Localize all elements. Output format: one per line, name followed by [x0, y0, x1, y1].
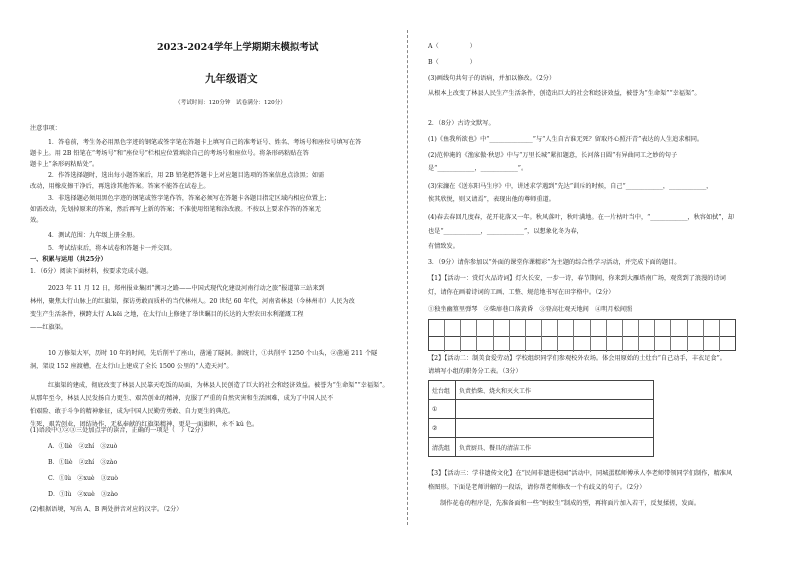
activity-3: 【3】【活动三：学非遗传文化】在“民间非遗进校园”活动中，同城蛋糕师傅承人李老师带领同学们制作，精准风	[428, 470, 733, 477]
passage-line: 林州，聚焦太行山脉上的红旗渠，探访勇敢而质朴的当代林州人。20 世纪 60 年代，河南省林县（今林州市）人民为改	[30, 298, 355, 305]
notice-line: 题卡上“条形码粘贴处”。	[30, 161, 99, 168]
table-cell: 灶台组	[429, 381, 456, 400]
notice-line: 效。	[30, 217, 43, 224]
notice-line: 5．考试结束后，将本试卷和答题卡一并交回。	[48, 245, 176, 252]
question-2: 2．（8分）古诗文默写。	[428, 120, 495, 127]
exam-title: 2023-2024学年上学期期末模拟考试	[157, 42, 319, 53]
notice-line: 4．测试范围：九年级上册全册。	[48, 232, 139, 239]
passage-line: 生死，艰苦创业，团结协作，无私奉献的红旗渠精神，更是一面旗帜，永不 kǔ 色。	[30, 421, 259, 428]
table-cell-answer[interactable]	[456, 400, 654, 419]
notice-line: 3．非选择题必须用黑色字迹的钢笔或签字笔作答，答案必须写在答题卡各题目指定区域内相应位置上；	[48, 195, 331, 202]
table-cell: 负责抬柴、烧火和灭火工作	[456, 381, 654, 400]
assignment-table	[428, 380, 654, 457]
passage-line: 变生产生活条件，横跨太行 A.kēi 之地，在太行山上修建了举世瞩目的长达的大型农田水利灌溉工程	[30, 311, 304, 318]
question-2-3b: 俟其欣悦，则又请焉”，表现出他的尊师重道。	[428, 196, 555, 203]
exam-info: （考试时间：120分钟 试卷满分：120分）	[175, 100, 286, 106]
table-row	[429, 438, 654, 457]
activity-2: 【2】【活动二：制美食爱劳动】学校组织同学们参观校外农场。体会用原始的土灶台“自己动手，丰衣足食”。	[428, 355, 726, 362]
table-row	[429, 381, 654, 400]
notice-line: 1．答卷前，考生务必用黑色字迹的钢笔或签字笔在答题卡上填写自己的准考证号、姓名、考场号和座位号填写在答	[48, 139, 362, 146]
blank-a: A（ ）	[428, 43, 476, 50]
option-d: D．①lù ②xuè ③zào	[48, 491, 118, 498]
passage-line: 2023 年 11 月 12 日，郑州报业集团“溯习之路——中国式现代化建设河南行动之旅”报道第三站来到	[48, 285, 325, 292]
question-2-2b: 是“____________，____________”。	[428, 165, 528, 172]
activity-3c: 制作花卷的程序是，先准备面和一些“蚂蚁生”制成的型，再将面片加入若干，反复揉搓，发面。	[440, 500, 701, 507]
poem-options: ①独坐幽篁里弹琴 ②柴扉巷口落黄昏 ③登高壮观天地间 ④明月松间照	[428, 306, 633, 313]
option-b: B．①liè ②zhí ③zào	[48, 459, 118, 466]
notice-line: 如需改动，先划掉原来的答案，然后再写上新的答案；不准使用铅笔和涂改液。不按以上要求作答的答案无	[30, 206, 321, 213]
passage-line: 红旗渠的建成，彻底改变了林县人民靠天吃饭的局面，为林县人民创造了巨大的社会和经济效益。被誉为“生命渠”“幸福渠”。	[48, 382, 389, 389]
activity-1b: 灯，请你在画着诗词的工画、工整、规范地书写在田字格中。（2分）	[428, 289, 615, 296]
notice-heading: 注意事项：	[30, 125, 61, 132]
table-row	[429, 400, 654, 419]
column-divider	[407, 30, 408, 525]
table-row	[429, 419, 654, 438]
passage-line: ——红旗渠。	[30, 324, 68, 331]
activity-2b: 请填写小组的职务分工表。（3分）	[428, 368, 522, 375]
question-1-2: (2)根据语境，写出 A、B 两处拼音对应的汉字。（2分）	[30, 506, 183, 513]
question-1-3: (3)画线句共句子的语病，并加以修改。（2分）	[428, 75, 556, 82]
exam-subject: 九年级语文	[205, 73, 258, 85]
question-2-2: (2)范仲淹的《渔家傲·秋思》中与“万里长城”紧扣题意，长河落日圆“有异曲同工之妙的句子	[428, 152, 678, 159]
table-cell: ①	[429, 400, 456, 419]
question-2-3: (3)宋濂在《送东阳马生序》中，讲述求学遇到“先达”训斥的时候，自己“____________，____________，	[428, 183, 713, 190]
question-1-1: (1)语段中①②③三处加点字的读音，正确的一项是（ ）（2分）	[30, 427, 207, 434]
passage-line: 洞，架设 152 座渡槽，在太行山上建成了全长 1500 公里的“人造天河”。	[30, 363, 233, 370]
table-cell: 负责厨具、餐具的清洁工作	[456, 438, 654, 457]
writing-grid[interactable]	[428, 319, 736, 351]
notice-line: 2．作答选择题时，选出每小题答案后，用 2B 铅笔把答题卡上对应题目选项的答案信息点涂黑；如需	[48, 172, 325, 179]
question-3: 3．（9分）请你参加以“外面的课堂你课精彩”为主题的综合性学习活动，并完成下面的题目。	[428, 259, 681, 266]
activity-1: 【1】【活动一：赏灯火品诗词】灯火长安，一步一诗，春节期间，你来到大雁塔南广场，观赏到了浪漫的诗词	[428, 275, 726, 282]
grid-row	[429, 320, 735, 337]
option-a: A．①liè ②zhí ③zuò	[48, 443, 118, 450]
question-2-4: (4)春去春回几度春，花开花落又一年。秋风落叶，秋叶满地。在一片枯叶当中，“____________，秋容如拭”，却	[428, 214, 734, 221]
passage-line: 怕艰险、敢于斗争的精神象征，成为中国人民勤劳勇敢、自力更生的典范。	[30, 408, 235, 415]
passage-line: 从那年至今，林县人民发扬自力更生、艰苦创业的精神，克服了严重的自然灾害和生活困难，成为了中国人民不	[30, 395, 334, 402]
option-c: C．①lù ②xuè ③zuò	[48, 475, 118, 482]
activity-3b: 格图形。下面是老师讲解的一段话，请你帮老师修改一个有歧义的句子。（2分）	[428, 484, 646, 491]
table-cell: 清洗组	[429, 438, 456, 457]
notice-line: 题卡上。用 2B 铅笔在“考场号”和“座位号”栏相应位置填涂自己的考场号和座位号。将条形码粘贴在答	[30, 150, 309, 157]
question-1: 1．（6分）阅读下面材料，按要求完成小题。	[30, 268, 153, 275]
question-2-4b: 也是“____________，____________”，以想象化冬为春，	[428, 228, 583, 235]
table-cell: ②	[429, 419, 456, 438]
blank-b: B（ ）	[428, 59, 476, 66]
question-2-1: (1)《鱼我所欲也》中“______________”与“人生自古谁无死？留取丹心照汗青”表达的人生追求相同。	[428, 136, 704, 143]
grid-row	[429, 336, 735, 352]
question-2-4c: 有情致发。	[428, 243, 459, 250]
question-1-3-text: 从根本上改变了林县人民生产生活条件，创造出巨大的社会和经济效益，被誉为“生命渠”“幸福渠”。	[428, 90, 701, 97]
notice-line: 改动，用橡皮擦干净后，再选涂其他答案。答案不能答在试卷上。	[30, 183, 210, 190]
passage-line: 10 万修渠大军，历时 10 年的时间，先后削平了座山，凿通了隧洞。据统计，①共削平 1250 个山头，②凿通 211 个隧	[48, 350, 378, 357]
section-heading: 一、积累与运用（共25分）	[30, 256, 107, 263]
table-cell-answer[interactable]	[456, 419, 654, 438]
